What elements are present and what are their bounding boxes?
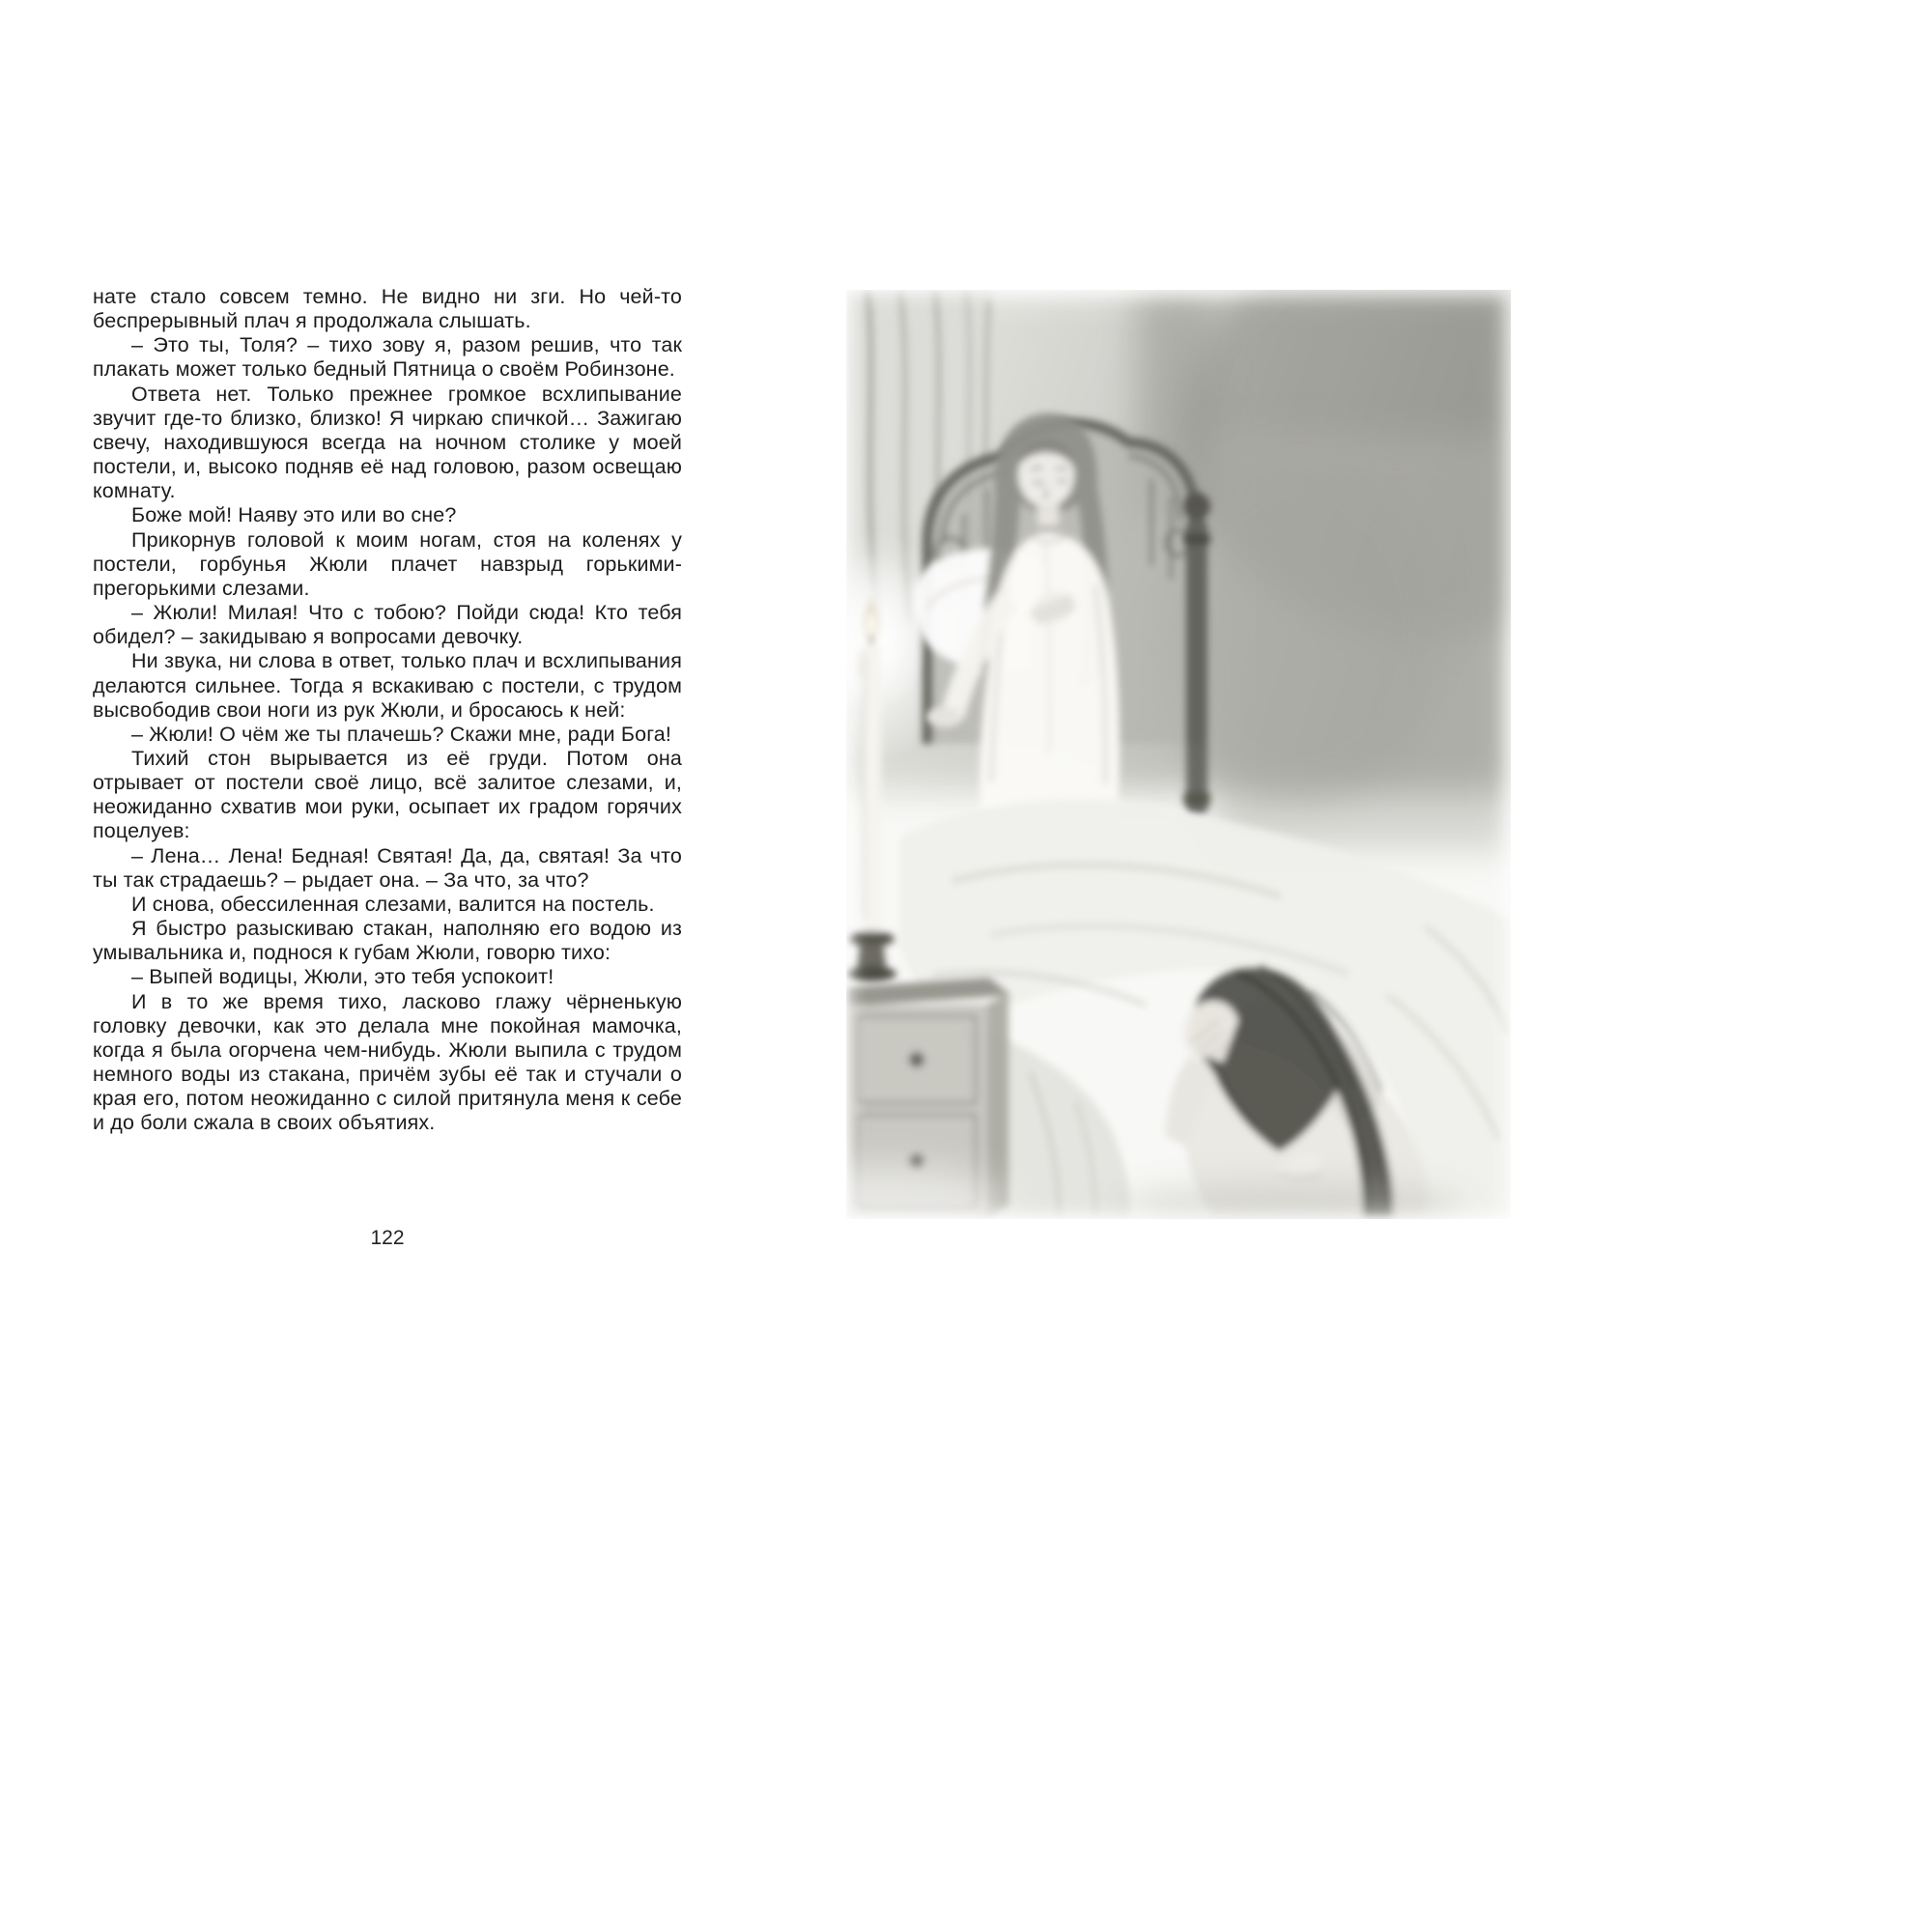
paragraph: – Жюли! О чём же ты плачешь? Скажи мне, ради Бога! — [131, 722, 671, 746]
page-text — [93, 285, 682, 1135]
paragraph: И в то же время тихо, ласково глажу чёрненькую головку девочки, как это делала мне покойная мамочка, когда я была огорчена чем-нибудь. Жюли выпила с трудом немного воды из стакана, причём зубы её так и стучали о края его, потом неожиданно с силой притянула меня к себе и до боли сжала в своих объятиях. — [93, 989, 682, 1135]
paragraph: Тихий стон вырывается из её груди. Потом она отрывает от постели своё лицо, всё залитое слезами, и, неожиданно схватив мои руки, осыпает их градом горячих поцелуев: — [93, 746, 682, 843]
bedside-illustration — [846, 290, 1511, 1219]
paragraph: – Это ты, Толя? – тихо зову я, разом решив, что так плакать может только бедный Пятница о своём Робинзоне. — [93, 333, 682, 382]
bedside-illustration-svg — [846, 290, 1511, 1219]
page-number: 122 — [370, 1227, 405, 1249]
paragraph: Боже мой! Наяву это или во сне? — [131, 503, 457, 527]
drawer-knob — [909, 1052, 924, 1067]
paragraph: Я быстро разыскиваю стакан, наполняю его водою из умывальника и, поднося к губам Жюли, говорю тихо: — [93, 917, 682, 965]
seated-girl-hand — [926, 707, 963, 726]
paragraph: Ответа нет. Только прежнее громкое всхлипывание звучит где-то близко, близко! Я чиркаю спичкой… Зажигаю свечу, находившуюся всегда на ночном столике у моей постели, и, высоко подняв её над головою, разом освещаю комнату. — [93, 382, 682, 503]
paragraph: нате стало совсем темно. Не видно ни зги. Но чей-то беспрерывный плач я продолжала слышать. — [93, 285, 682, 333]
paragraph: Ни звука, ни слова в ответ, только плач и всхлипывания делаются сильнее. Тогда я вскакиваю с постели, с трудом высвободив свои ноги из рук Жюли, и бросаюсь к ней: — [93, 649, 682, 722]
paragraph: Прикорнув головой к моим ногам, стоя на коленях у постели, горбунья Жюли плачет навзрыд горькими-прегорькими слезами. — [93, 527, 682, 600]
paragraph: И снова, обессиленная слезами, валится на постель. — [131, 892, 655, 916]
paragraph: – Лена… Лена! Бедная! Святая! Да, да, святая! За что ты так страдаешь? – рыдает она. – За что, за что? — [93, 843, 682, 892]
paragraph: – Выпей водицы, Жюли, это тебя успокоит! — [131, 965, 554, 989]
bedpost — [1183, 493, 1210, 815]
paragraph: – Жюли! Милая! Что с тобою? Пойди сюда! Кто тебя обидел? – закидываю я вопросами девочку. — [93, 601, 682, 649]
